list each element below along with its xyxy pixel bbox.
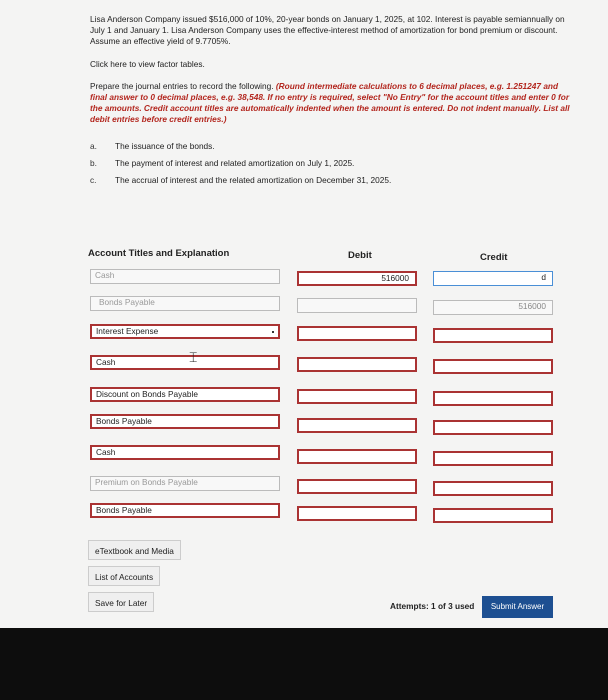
part-letter: a.	[90, 140, 97, 151]
credit-input[interactable]: 516000	[433, 300, 553, 315]
etextbook-button[interactable]: eTextbook and Media	[88, 540, 181, 560]
list-item	[90, 171, 570, 188]
attempts-counter: Attempts: 1 of 3 used	[390, 601, 475, 611]
instructions-rule: (Round intermediate calculations to 6 decimal places, e.g. 1.251247 and final answer to 0 decimal places, e.g. 38,548. If no entry is required, select "No Entry" for the account titles and enter 0 for the amounts. Credit account titles are automatically indented when the amount is entered. Do not indent manually. List all debit entries before credit entries.)	[90, 81, 570, 124]
bottom-bar	[0, 628, 608, 700]
text-cursor-icon: ⌶	[189, 349, 198, 365]
part-letter: b.	[90, 157, 97, 168]
account-select[interactable]: Cash	[90, 445, 280, 460]
account-select[interactable]: Discount on Bonds Payable	[90, 387, 280, 402]
account-select[interactable]: Cash	[90, 355, 280, 370]
debit-input[interactable]	[297, 418, 417, 433]
account-select[interactable]: Cash	[90, 269, 280, 284]
debit-input[interactable]	[297, 357, 417, 372]
debit-input[interactable]: 516000	[297, 271, 417, 286]
credit-input[interactable]	[433, 481, 553, 496]
column-header-account: Account Titles and Explanation	[88, 248, 230, 259]
part-letter: c.	[90, 174, 97, 185]
instructions	[90, 81, 570, 125]
debit-input[interactable]	[297, 326, 417, 341]
part-text: The accrual of interest and the related amortization on December 31, 2025.	[115, 174, 392, 185]
credit-input[interactable]	[433, 391, 553, 406]
list-of-accounts-button[interactable]: List of Accounts	[88, 566, 160, 586]
debit-input[interactable]	[297, 389, 417, 404]
column-header-debit: Debit	[348, 250, 372, 261]
journal-table-header	[0, 248, 608, 268]
debit-input[interactable]	[297, 449, 417, 464]
debit-input[interactable]	[297, 298, 417, 313]
account-select[interactable]: Bonds Payable	[90, 503, 280, 518]
instructions-intro: Prepare the journal entries to record the following.	[90, 81, 274, 91]
debit-input[interactable]	[297, 506, 417, 521]
credit-input[interactable]	[433, 508, 553, 523]
part-text: The issuance of the bonds.	[115, 140, 215, 151]
list-item	[90, 154, 570, 171]
account-label: Interest Expense	[96, 326, 159, 336]
part-text: The payment of interest and related amortization on July 1, 2025.	[115, 157, 355, 168]
list-item	[90, 137, 570, 154]
save-for-later-button[interactable]: Save for Later	[88, 592, 154, 612]
credit-input[interactable]	[433, 451, 553, 466]
dropdown-icon	[272, 331, 274, 333]
credit-input[interactable]	[433, 328, 553, 343]
account-select[interactable]	[90, 324, 280, 339]
problem-content	[90, 14, 570, 188]
credit-input[interactable]: d	[433, 271, 553, 286]
credit-input[interactable]	[433, 359, 553, 374]
parts-list	[90, 137, 570, 188]
account-select[interactable]: Bonds Payable	[90, 296, 280, 311]
debit-input[interactable]	[297, 479, 417, 494]
factor-tables-link[interactable]: Click here to view factor tables.	[90, 59, 205, 69]
account-select[interactable]: Bonds Payable	[90, 414, 280, 429]
account-select[interactable]: Premium on Bonds Payable	[90, 476, 280, 491]
credit-input[interactable]	[433, 420, 553, 435]
problem-text: Lisa Anderson Company issued $516,000 of 10%, 20-year bonds on January 1, 2025, at 102. Interest is payable semiannually on July 1 and January 1. Lisa Anderson Company uses the effective-interest method of amortization for bond premium or discount. Assume an effective yield of 9.7705%.	[90, 14, 565, 46]
submit-answer-button[interactable]: Submit Answer	[482, 596, 553, 618]
column-header-credit: Credit	[480, 252, 508, 263]
